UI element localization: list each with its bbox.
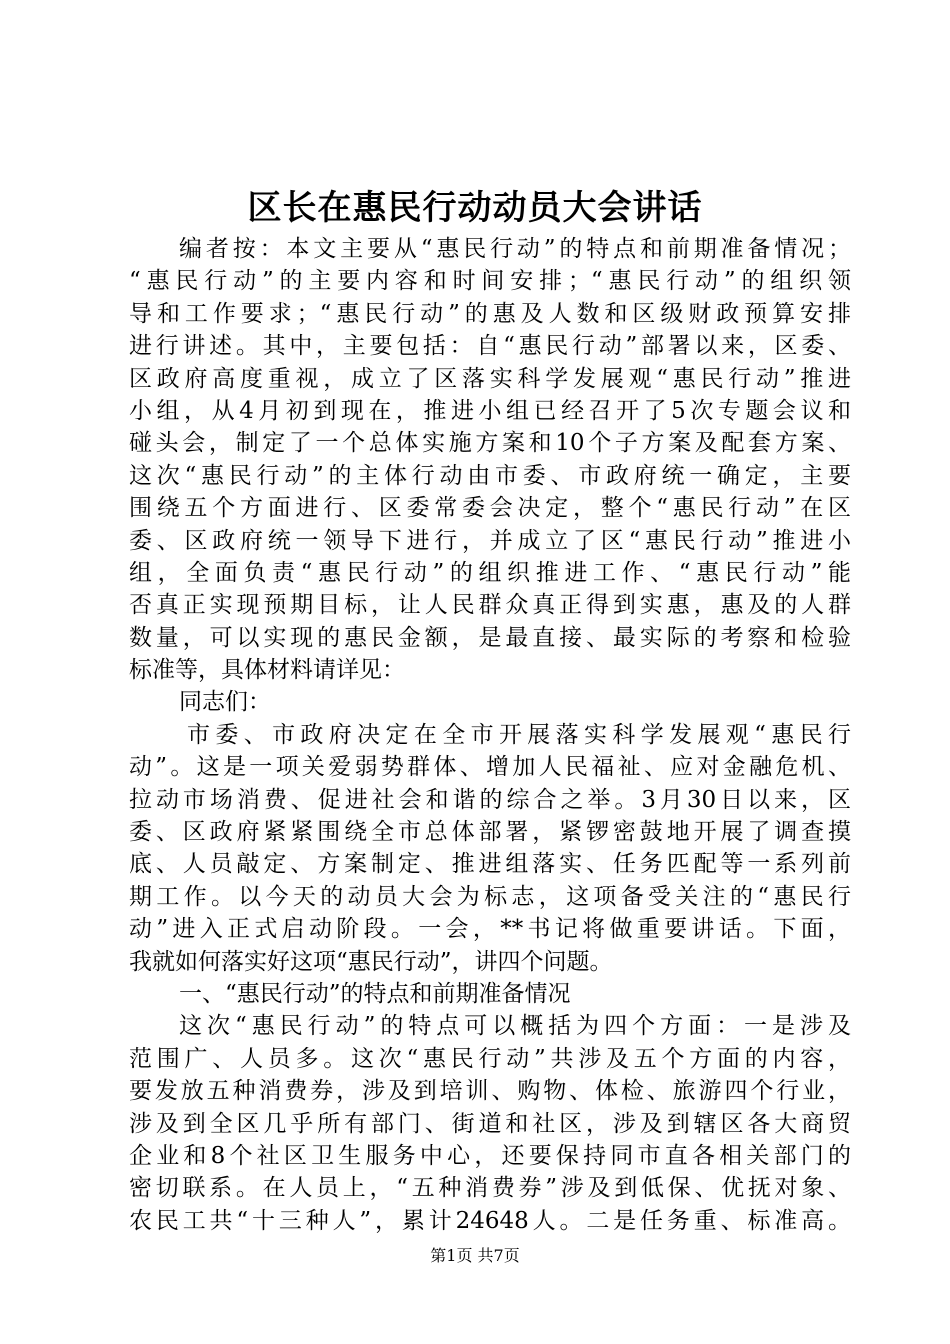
text-line: 标准等，具体材料请详见： (129, 657, 405, 684)
text-line: 密切联系。在人员上，“五种消费券”涉及到低保、优抚对象、 (129, 1175, 851, 1202)
text-line: 企业和8个社区卫生服务中心，还要保持同市直各相关部门的 (129, 1142, 851, 1169)
text-line: 我就如何落实好这项“惠民行动”，讲四个问题。 (129, 948, 613, 975)
text-line: 动”。这是一项关爱弱势群体、增加人民福祉、应对金融危机、 (129, 754, 851, 781)
text-line: 要发放五种消费券，涉及到培训、购物、体检、旅游四个行业， (129, 1078, 851, 1105)
document-body (129, 233, 851, 1237)
text-line: 编者按：本文主要从“惠民行动”的特点和前期准备情况； (179, 236, 851, 262)
text-line: 围绕五个方面进行、区委常委会决定，整个“惠民行动”在区 (129, 495, 851, 522)
text-line: 区政府高度重视，成立了区落实科学发展观“惠民行动”推进 (129, 365, 851, 392)
text-line: 范围广、人员多。这次“惠民行动”共涉及五个方面的内容， (129, 1045, 851, 1072)
salutation: 同志们： (179, 689, 271, 716)
text-line: 期工作。以今天的动员大会为标志，这项备受关注的“惠民行 (129, 883, 851, 910)
text-line: 底、人员敲定、方案制定、推进组落实、任务匹配等一系列前 (129, 851, 851, 878)
text-line: “惠民行动”的主要内容和时间安排；“惠民行动”的组织领 (129, 268, 851, 295)
text-line: 这次“惠民行动”的特点可以概括为四个方面：一是涉及 (179, 1013, 851, 1040)
text-line: 涉及到全区几乎所有部门、街道和社区，涉及到辖区各大商贸 (129, 1110, 851, 1137)
text-line: 导和工作要求；“惠民行动”的惠及人数和区级财政预算安排 (129, 300, 851, 327)
text-line: 组，全面负责“惠民行动”的组织推进工作、“惠民行动”能 (129, 559, 851, 586)
document-title: 区长在惠民行动动员大会讲话 (247, 188, 703, 228)
text-line: 进行讲述。其中，主要包括：自“惠民行动”部署以来，区委、 (129, 333, 851, 360)
text-line: 动”进入正式启动阶段。一会，**书记将做重要讲话。下面， (129, 916, 851, 943)
text-line: 农民工共“十三种人”，累计24648人。二是任务重、标准高。 (129, 1207, 851, 1234)
text-line: 委、区政府统一领导下进行，并成立了区“惠民行动”推进小 (129, 527, 851, 554)
text-line: 拉动市场消费、促进社会和谐的综合之举。3月30日以来，区 (129, 786, 851, 813)
text-line: 市委、市政府决定在全市开展落实科学发展观“惠民行 (187, 721, 851, 748)
text-line: 否真正实现预期目标，让人民群众真正得到实惠，惠及的人群 (129, 592, 851, 619)
text-line: 小组，从4月初到现在，推进小组已经召开了5次专题会议和 (129, 397, 851, 424)
section-heading: 一、“惠民行动”的特点和前期准备情况 (179, 980, 571, 1007)
page-footer: 第1页 共7页 (430, 1246, 520, 1265)
text-line: 委、区政府紧紧围绕全市总体部署，紧锣密鼓地开展了调查摸 (129, 819, 851, 846)
text-line: 这次“惠民行动”的主体行动由市委、市政府统一确定，主要 (129, 462, 851, 489)
text-line: 数量，可以实现的惠民金额，是最直接、最实际的考察和检验 (129, 624, 851, 651)
text-line: 碰头会，制定了一个总体实施方案和10个子方案及配套方案、 (129, 430, 851, 457)
